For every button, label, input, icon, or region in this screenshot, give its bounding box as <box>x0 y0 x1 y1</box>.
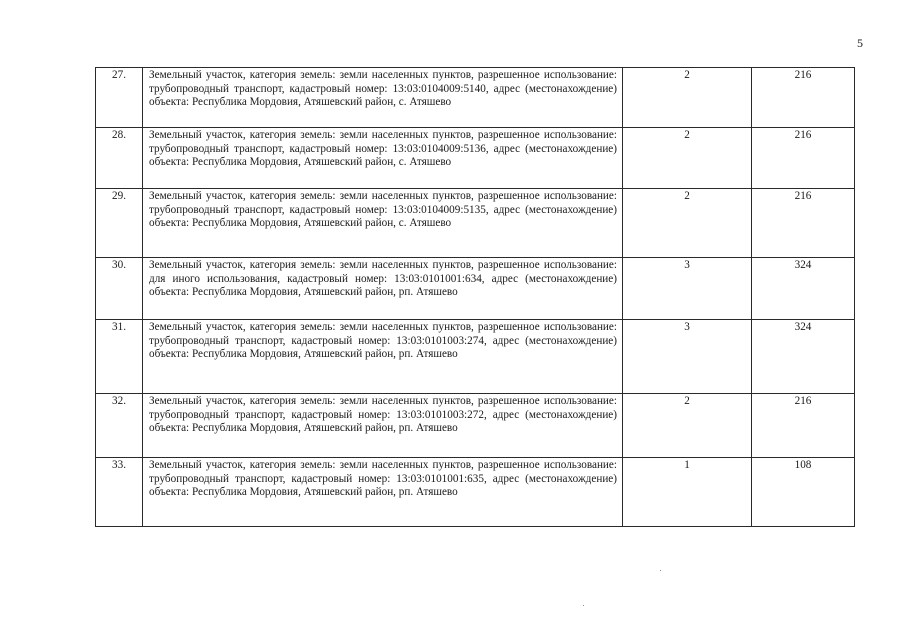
table-row <box>96 320 855 394</box>
row-number: 32. <box>96 394 143 458</box>
table-row <box>96 128 855 189</box>
row-number: 27. <box>96 68 143 128</box>
row-quantity: 3 <box>623 320 752 394</box>
row-description: Земельный участок, категория земель: земли населенных пунктов, разрешенное использование: трубопроводный транспорт, кадастровый номер: 13:03:0101001:635, адрес (местонахождение) объекта: Республика Мордовия, Атяшевский район, рп. Атяшево <box>143 458 623 527</box>
row-number: 29. <box>96 189 143 258</box>
page-number: 5 <box>857 36 863 50</box>
row-number: 33. <box>96 458 143 527</box>
row-amount: 216 <box>752 394 855 458</box>
table-row <box>96 258 855 320</box>
row-description: Земельный участок, категория земель: земли населенных пунктов, разрешенное использование: трубопроводный транспорт, кадастровый номер: 13:03:0104009:5136, адрес (местонахождение) объекта: Республика Мордовия, Атяшевский район, с. Атяшево <box>143 128 623 189</box>
row-quantity: 2 <box>623 68 752 128</box>
row-amount: 216 <box>752 68 855 128</box>
row-amount: 216 <box>752 189 855 258</box>
row-number: 31. <box>96 320 143 394</box>
row-number: 28. <box>96 128 143 189</box>
row-quantity: 3 <box>623 258 752 320</box>
row-amount: 108 <box>752 458 855 527</box>
row-quantity: 2 <box>623 189 752 258</box>
scan-speck <box>583 605 584 606</box>
table-row <box>96 189 855 258</box>
scan-speck <box>660 570 661 571</box>
row-description: Земельный участок, категория земель: земли населенных пунктов, разрешенное использование: трубопроводный транспорт, кадастровый номер: 13:03:0104009:5140, адрес (местонахождение) объекта: Республика Мордовия, Атяшевский район, с. Атяшево <box>143 68 623 128</box>
table-row <box>96 458 855 527</box>
land-plots-table <box>95 67 855 527</box>
row-amount: 324 <box>752 320 855 394</box>
row-description: Земельный участок, категория земель: земли населенных пунктов, разрешенное использование: для иного использования, кадастровый номер: 13:03:0101001:634, адрес (местонахождение) объекта: Республика Мордовия, Атяшевский район, рп. Атяшево <box>143 258 623 320</box>
table-row <box>96 68 855 128</box>
row-amount: 324 <box>752 258 855 320</box>
row-number: 30. <box>96 258 143 320</box>
row-description: Земельный участок, категория земель: земли населенных пунктов, разрешенное использование: трубопроводный транспорт, кадастровый номер: 13:03:0101003:274, адрес (местонахождение) объекта: Республика Мордовия, Атяшевский район, рп. Атяшево <box>143 320 623 394</box>
row-quantity: 2 <box>623 128 752 189</box>
table-row <box>96 394 855 458</box>
row-amount: 216 <box>752 128 855 189</box>
row-description: Земельный участок, категория земель: земли населенных пунктов, разрешенное использование: трубопроводный транспорт, кадастровый номер: 13:03:0101003:272, адрес (местонахождение) объекта: Республика Мордовия, Атяшевский район, рп. Атяшево <box>143 394 623 458</box>
row-quantity: 1 <box>623 458 752 527</box>
row-description: Земельный участок, категория земель: земли населенных пунктов, разрешенное использование: трубопроводный транспорт, кадастровый номер: 13:03:0104009:5135, адрес (местонахождение) объекта: Республика Мордовия, Атяшевский район, с. Атяшево <box>143 189 623 258</box>
row-quantity: 2 <box>623 394 752 458</box>
